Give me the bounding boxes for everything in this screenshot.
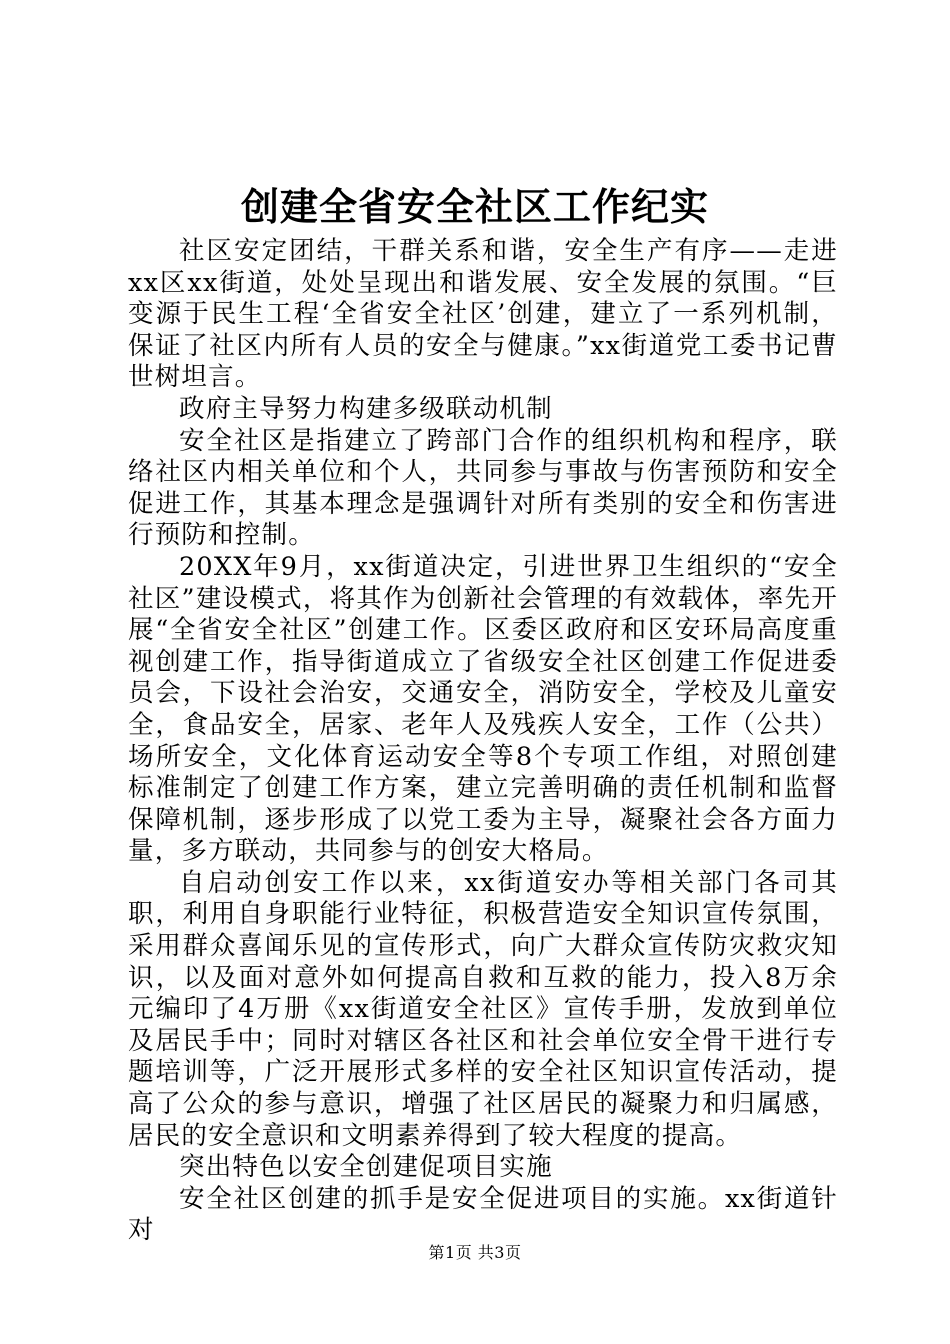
document-body: [128, 236, 838, 1247]
paragraph-publicity: 自启动创安工作以来，xx街道安办等相关部门各司其职，利用自身职能行业特征，积极营造安全知识宣传氛围，采用群众喜闻乐见的宣传形式，向广大群众宣传防灾救灾知识，以及面对意外如何提高自救和互救的能力，投入8万余元编印了4万册《xx街道安全社区》宣传手册，发放到单位及居民手中；同时对辖区各社区和社会单位安全骨干进行专题培训等，广泛开展形式多样的安全社区知识宣传活动，提高了公众的参与意识，增强了社区居民的凝聚力和归属感，居民的安全意识和文明素养得到了较大程度的提高。: [128, 867, 838, 1151]
paragraph-intro: 社区安定团结，干群关系和谐，安全生产有序——走进xx区xx街道，处处呈现出和谐发展、安全发展的氛围。“巨变源于民生工程‘全省安全社区’创建，建立了一系列机制，保证了社区内所有人员的安全与健康。”xx街道党工委书记曹世树坦言。: [128, 236, 838, 393]
section-heading-1: 政府主导努力构建多级联动机制: [179, 393, 553, 424]
paragraph-initiative: 20XX年9月，xx街道决定，引进世界卫生组织的“安全社区”建设模式，将其作为创新社会管理的有效载体，率先开展“全省安全社区”创建工作。区委区政府和区安环局高度重视创建工作，指导街道成立了省级安全社区创建工作促进委员会，下设社会治安，交通安全，消防安全，学校及儿童安全，食品安全，居家、老年人及残疾人安全，工作（公共）场所安全，文化体育运动安全等8个专项工作组，对照创建标准制定了创建工作方案，建立完善明确的责任机制和监督保障机制，逐步形成了以党工委为主导，凝聚社会各方面力量，多方联动，共同参与的创安大格局。: [128, 551, 838, 867]
paragraph-projects: 安全社区创建的抓手是安全促进项目的实施。xx街道针对: [128, 1183, 838, 1246]
paragraph-definition: 安全社区是指建立了跨部门合作的组织机构和程序，联络社区内相关单位和个人，共同参与事故与伤害预防和安全促进工作，其基本理念是强调针对所有类别的安全和伤害进行预防和控制。: [128, 425, 838, 551]
section-heading-2: 突出特色以安全创建促项目实施: [179, 1152, 553, 1183]
document-title: 创建全省安全社区工作纪实: [240, 184, 709, 229]
page-number: 第1页 共3页: [428, 1243, 522, 1262]
